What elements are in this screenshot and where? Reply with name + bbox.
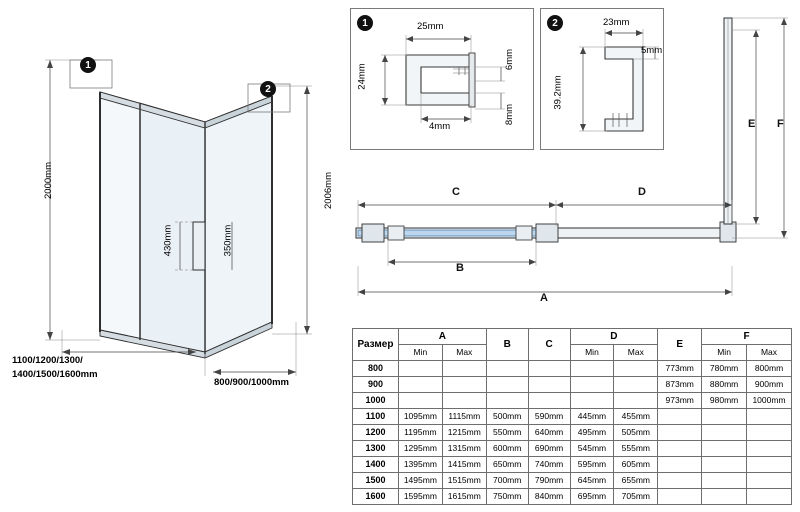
dim-label-C-text: C [452,186,460,198]
table-row [353,489,792,505]
table-cell-f_min [702,409,747,425]
table-row-size: 1100 [353,409,399,425]
table-cell-a_min: 1395mm [398,457,442,473]
table-cell-b: 650mm [486,457,528,473]
table-header-C: C [528,329,570,361]
width-options-right [214,377,289,388]
plan-carriage-left [362,224,384,242]
table-cell-c: 790mm [528,473,570,489]
detail-2-top-text: 23mm [603,17,630,28]
dim-label-D-text: D [638,186,646,198]
dim-label-A [540,292,548,304]
table-cell-f_max: 1000mm [747,393,792,409]
arrow-right-side [288,369,296,375]
table-cell-a_max: 1515mm [442,473,486,489]
table-cell-b: 750mm [486,489,528,505]
dim-A-arrow-left [358,289,365,295]
table-cell-d_min [570,377,614,393]
table-row [353,441,792,457]
table-row [353,393,792,409]
table-cell-f_max [747,425,792,441]
table-cell-f_max [747,409,792,425]
table-cell-d_min: 645mm [570,473,614,489]
detail-1-top-text: 25mm [417,21,444,32]
detail-2-number: 2 [552,17,558,29]
table-cell-d_max [614,377,658,393]
table-cell-f_min: 780mm [702,361,747,377]
table-cell-e [658,441,702,457]
spec-table [352,328,792,505]
table-cell-a_min: 1095mm [398,409,442,425]
table-row [353,473,792,489]
dim-label-E [748,118,755,130]
callout-2-marker [260,81,276,97]
table-subheader-f-min: Min [702,345,747,361]
table-row-size: 1200 [353,425,399,441]
table-cell-e: 973mm [658,393,702,409]
table-cell-f_min: 880mm [702,377,747,393]
table-cell-a_max: 1115mm [442,409,486,425]
table-cell-f_min [702,489,747,505]
table-row-size: 800 [353,361,399,377]
width-options-left [12,354,98,382]
main-view-svg [0,0,345,400]
table-row [353,361,792,377]
table-cell-d_max: 455mm [614,409,658,425]
dim-C-arrow-left [358,202,365,208]
table-cell-f_min [702,425,747,441]
table-cell-c [528,393,570,409]
table-cell-c [528,361,570,377]
table-cell-e [658,457,702,473]
table-cell-a_max [442,361,486,377]
dim-F-arrow-bottom [781,231,787,238]
table-cell-a_max: 1215mm [442,425,486,441]
table-subheader-f-max: Max [747,345,792,361]
table-cell-d_min: 495mm [570,425,614,441]
table-cell-a_min: 1295mm [398,441,442,457]
table-cell-f_min [702,457,747,473]
main-enclosure-view [0,0,345,400]
table-cell-a_min [398,393,442,409]
height-label-right-text: 2006mm [322,172,334,209]
table-header-E: E [658,329,702,361]
width-options-left-line1: 1100/1200/1300/ [12,355,83,366]
dim-label-F [777,118,784,130]
table-cell-d_max: 605mm [614,457,658,473]
table-cell-d_min: 595mm [570,457,614,473]
table-cell-a_min: 1595mm [398,489,442,505]
table-cell-a_max: 1315mm [442,441,486,457]
table-subheader-d-min: Min [570,345,614,361]
dim-label-E-text: E [748,118,756,130]
table-header-F: F [702,329,792,345]
table-cell-f_min: 980mm [702,393,747,409]
arrow-down-right [304,326,310,334]
table-row [353,409,792,425]
dim-label-A-text: A [540,292,548,304]
table-cell-d_max: 655mm [614,473,658,489]
table-subheader-a-max: Max [442,345,486,361]
plan-roller-left [388,226,404,240]
detail-1-right-bottom-text: 8mm [504,103,516,126]
table-cell-e [658,425,702,441]
table-cell-d_max: 555mm [614,441,658,457]
table-row-size: 1300 [353,441,399,457]
detail-2-left-text: 39.2mm [552,75,564,110]
table-cell-c [528,377,570,393]
table-row-size: 1400 [353,457,399,473]
height-label-left [43,162,54,199]
table-cell-a_max [442,393,486,409]
table-corner-header: Размер [353,329,399,361]
plan-carriage-right [536,224,558,242]
table-cell-f_max: 800mm [747,361,792,377]
table-cell-f_max [747,441,792,457]
table-row-size: 1500 [353,473,399,489]
dim-E-arrow-top [753,30,759,37]
dim-D-arrow-left [556,202,563,208]
table-cell-c: 640mm [528,425,570,441]
table-cell-d_min: 545mm [570,441,614,457]
dim-label-C [452,186,460,198]
door-handle [193,222,205,270]
table-cell-e [658,409,702,425]
table-cell-b: 550mm [486,425,528,441]
table-cell-d_min [570,393,614,409]
table-cell-b: 700mm [486,473,528,489]
table-cell-a_min: 1495mm [398,473,442,489]
width-options-left-line2: 1400/1500/1600mm [12,369,98,380]
table-cell-d_max: 505mm [614,425,658,441]
table-cell-a_max: 1615mm [442,489,486,505]
width-options-right-text: 800/900/1000mm [214,377,290,388]
table-row [353,457,792,473]
table-cell-d_max [614,361,658,377]
detail-1-right-top-text: 6mm [504,48,516,71]
table-cell-d_max [614,393,658,409]
table-cell-f_max [747,473,792,489]
detail-1-inner-text: 4mm [429,121,451,132]
height-label-left-text: 2000mm [42,162,54,199]
plan-roller-right [516,226,532,240]
table-cell-a_min: 1195mm [398,425,442,441]
table-header-D: D [570,329,658,345]
dim-label-D [638,186,646,198]
arrow-left-side [213,369,221,375]
table-cell-d_min: 695mm [570,489,614,505]
table-cell-e: 773mm [658,361,702,377]
side-glass-panel [205,96,272,352]
handle-height-label [162,225,173,257]
table-cell-d_min [570,361,614,377]
table-cell-b [486,393,528,409]
dim-C-arrow-right [549,202,556,208]
dim-B-arrow-left [388,259,395,265]
detail-2-right-text: 5mm [641,45,663,56]
plan-corner-post [720,222,736,242]
table-subheader-d-max: Max [614,345,658,361]
dim-F-arrow-top [781,18,787,25]
table-row-size: 900 [353,377,399,393]
table-cell-f_max [747,457,792,473]
table-cell-a_min [398,361,442,377]
height-label-right [323,172,334,209]
handle-width-label [222,225,233,257]
table-cell-b [486,361,528,377]
table-cell-d_max: 705mm [614,489,658,505]
table-cell-b: 500mm [486,409,528,425]
table-cell-e [658,489,702,505]
table-cell-e [658,473,702,489]
top-plan-view [340,0,800,320]
table-header-subs [353,345,792,361]
table-row-size: 1600 [353,489,399,505]
table-cell-b: 600mm [486,441,528,457]
dim-B-arrow-right [529,259,536,265]
table-header-A: A [398,329,486,345]
table-row-size: 1000 [353,393,399,409]
dim-label-B-text: B [456,262,464,274]
table-cell-f_max: 900mm [747,377,792,393]
table-row [353,425,792,441]
dim-A-arrow-right [725,289,732,295]
table-header-groups [353,329,792,345]
table-cell-c: 590mm [528,409,570,425]
table-cell-c: 740mm [528,457,570,473]
dim-label-B [456,262,464,274]
dim-label-F-text: F [777,118,784,130]
table-cell-f_min [702,473,747,489]
table-header-B: B [486,329,528,361]
top-plan-svg [340,0,800,320]
dim-E-arrow-bottom [753,217,759,224]
table-cell-b [486,377,528,393]
table-cell-a_min [398,377,442,393]
table-row [353,377,792,393]
table-cell-a_max: 1415mm [442,457,486,473]
callout-1-number: 1 [85,59,91,71]
table-cell-c: 840mm [528,489,570,505]
arrow-up-right [304,86,310,94]
table-subheader-a-min: Min [398,345,442,361]
table-cell-f_max [747,489,792,505]
detail-1-left-text: 24mm [356,63,368,90]
handle-width-text: 350mm [222,224,234,257]
detail-1-number: 1 [362,17,368,29]
arrow-down-left [47,332,53,340]
arrow-up-left [47,60,53,68]
callout-1-marker [80,57,96,73]
callout-2-number: 2 [265,83,271,95]
table-cell-d_min: 445mm [570,409,614,425]
handle-height-text: 430mm [162,224,174,257]
table-cell-c: 690mm [528,441,570,457]
table-cell-a_max [442,377,486,393]
table-cell-e: 873mm [658,377,702,393]
table-cell-f_min [702,441,747,457]
